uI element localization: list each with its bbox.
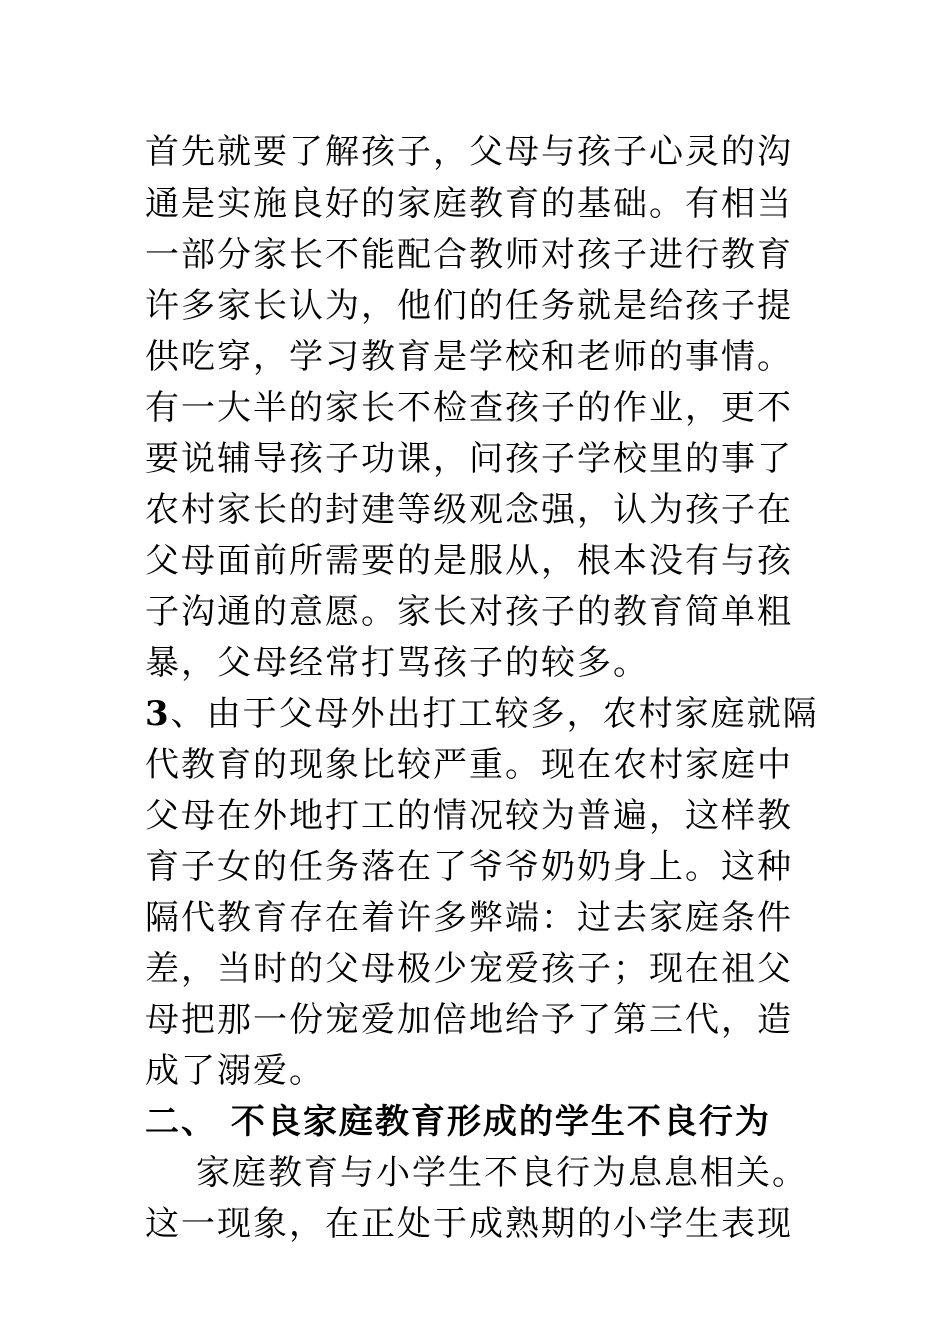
text-line: 农村家长的封建等级观念强，认为孩子在 [145,490,793,530]
text-line: 成了溺爱。 [145,1051,325,1091]
list-item-3-first-line [145,688,819,740]
text-line: 有一大半的家长不检查孩子的作业，更不 [145,388,793,428]
text-line: 通是实施良好的家庭教育的基础。有相当 [145,184,793,224]
text-line: 供吃穿，学习教育是学校和老师的事情。 [145,337,793,377]
text-line: 首先就要了解孩子，父母与孩子心灵的沟 [145,132,793,172]
text-line: 许多家长认为，他们的任务就是给孩子提 [145,286,793,326]
text-line: 家庭教育与小学生不良行为息息相关。 [196,1153,808,1193]
text-line: 暴，父母经常打骂孩子的较多。 [145,643,649,683]
text-line: 这一现象，在正处于成熟期的小学生表现 [145,1204,793,1244]
text-line: 代教育的现象比较严重。现在农村家庭中 [145,745,793,785]
text-line: 差，当时的父母极少宠爱孩子；现在祖父 [145,949,793,989]
text-line: 母把那一份宠爱加倍地给予了第三代，造 [145,1000,793,1040]
text-line: 育子女的任务落在了爷爷奶奶身上。这种 [145,847,793,887]
section-heading: 二、 不良家庭教育形成的学生不良行为 [145,1102,771,1142]
text-line: 要说辅导孩子功课，问孩子学校里的事了 [145,439,793,479]
list-item-text: 、由于父母外出打工较多，农村家庭就隔 [170,694,819,734]
text-line: 父母在外地打工的情况较为普遍，这样教 [145,796,793,836]
text-line: 一部分家长不能配合教师对孩子进行教育 [145,235,793,275]
text-line: 父母面前所需要的是服从，根本没有与孩 [145,541,793,581]
list-item-number: 3 [145,694,171,734]
text-line: 隔代教育存在着许多弊端：过去家庭条件 [145,898,793,938]
text-line: 子沟通的意愿。家长对孩子的教育简单粗 [145,592,793,632]
